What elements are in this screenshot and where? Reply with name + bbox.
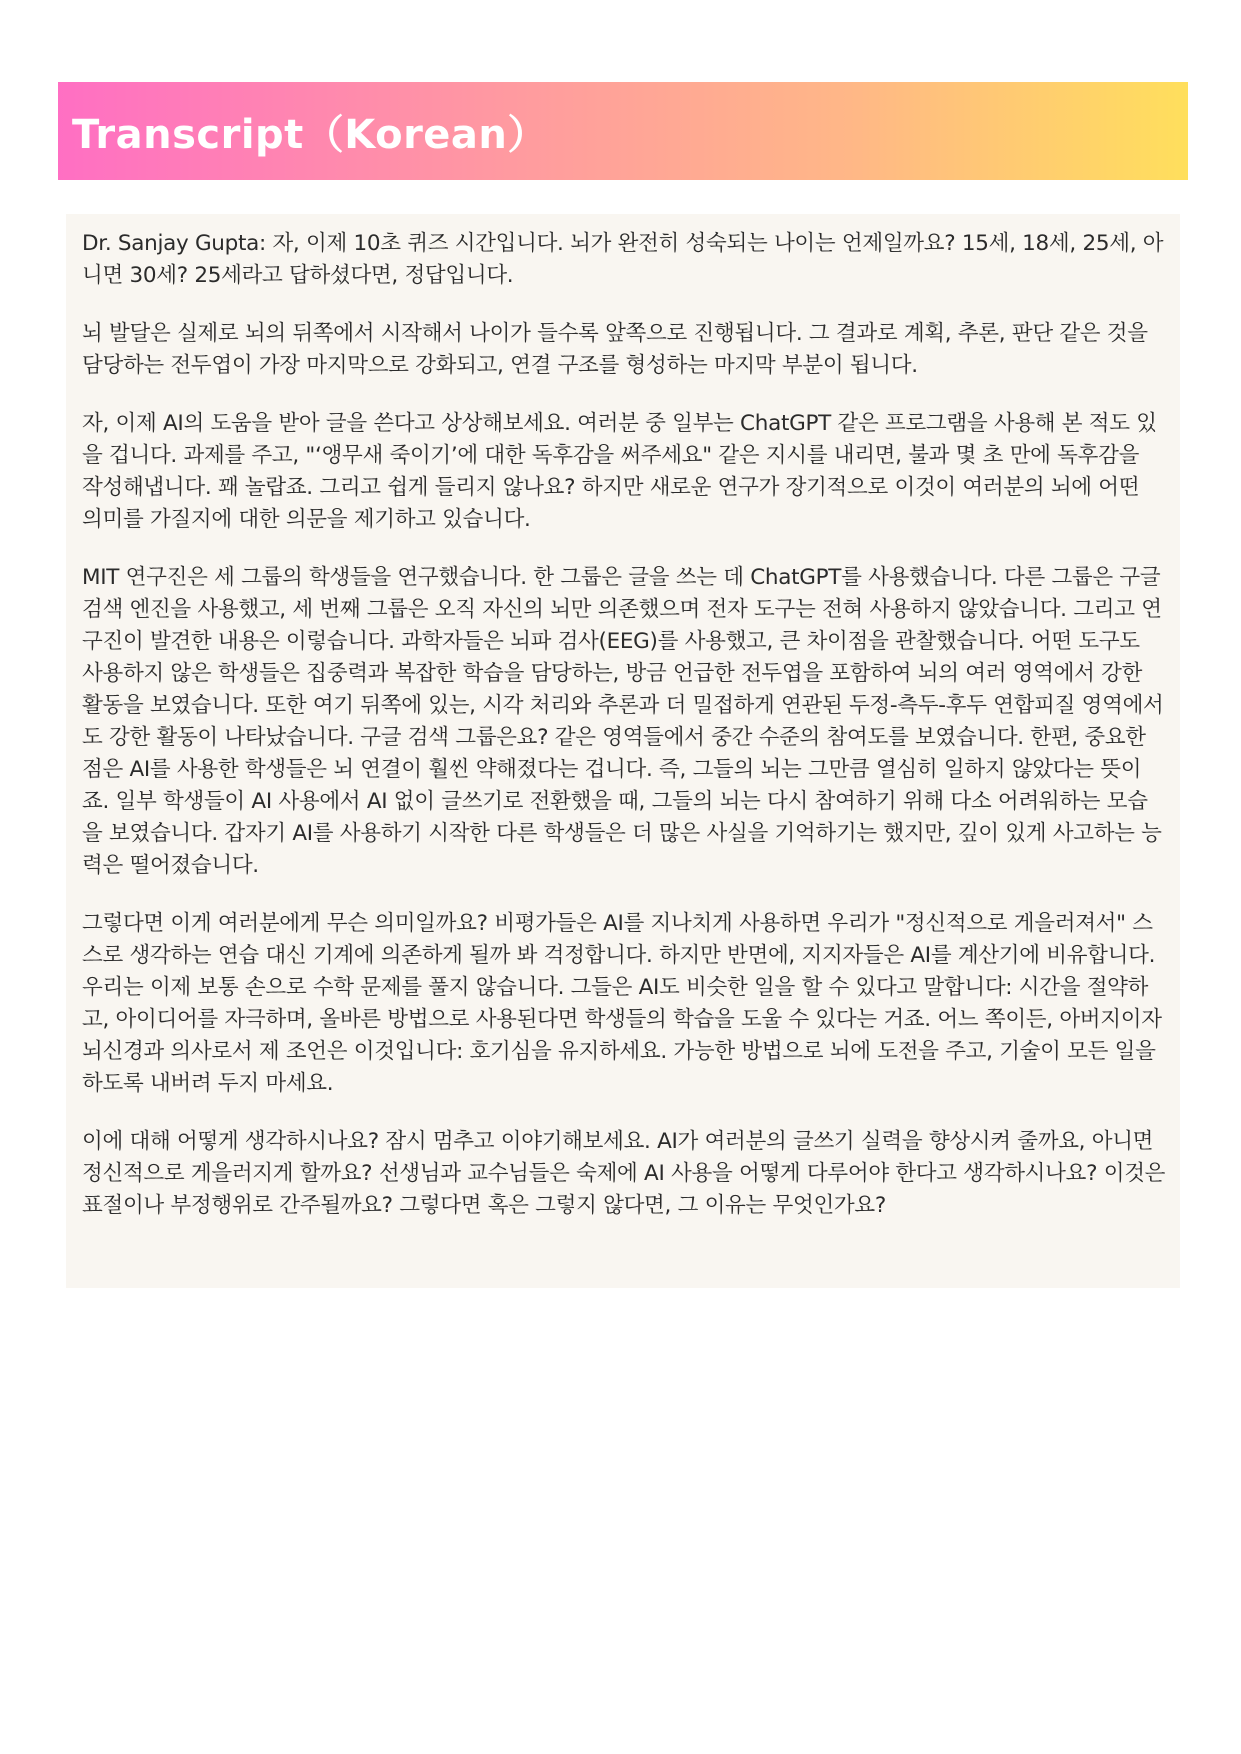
title-banner — [58, 82, 1188, 180]
transcript-paragraph-6: 이에 대해 어떻게 생각하시나요? 잠시 멈추고 이야기해보세요. AI가 여러분의 글쓰기 실력을 향상시켜 줄까요, 아니면 정신적으로 게을러지게 할까요? 선생님과 교수님들은 숙제에 AI 사용을 어떻게 다루어야 한다고 생각하시나요? 이것은 표절이나 부정행위로 간주될까요? 그렇다면 혹은 그렇지 않다면, 그 이유는 무엇인가요? — [82, 1129, 1166, 1218]
transcript-paragraph-3: 자, 이제 AI의 도움을 받아 글을 쓴다고 상상해보세요. 여러분 중 일부는 ChatGPT 같은 프로그램을 사용해 본 적도 있을 겁니다. 과제를 주고, "‘앵무새 죽이기’에 대한 독후감을 써주세요" 같은 지시를 내리면, 불과 몇 초 만에 독후감을 작성해냅니다. 꽤 놀랍죠. 그리고 쉽게 들리지 않나요? 하지만 새로운 연구가 장기적으로 이것이 여러분의 뇌에 어떤 의미를 가질지에 대한 의문을 제기하고 있습니다. — [82, 411, 1157, 532]
transcript-paragraph-4: MIT 연구진은 세 그룹의 학생들을 연구했습니다. 한 그룹은 글을 쓰는 데 ChatGPT를 사용했습니다. 다른 그룹은 구글 검색 엔진을 사용했고, 세 번째 그룹은 오직 자신의 뇌만 의존했으며 전자 도구는 전혀 사용하지 않았습니다. 그리고 연구진이 발견한 내용은 이렇습니다. 과학자들은 뇌파 검사(EEG)를 사용했고, 큰 차이점을 관찰했습니다. 어떤 도구도 사용하지 않은 학생들은 집중력과 복잡한 학습을 담당하는, 방금 언급한 전두엽을 포함하여 뇌의 여러 영역에서 강한 활동을 보였습니다. 또한 여기 뒤쪽에 있는, 시각 처리와 추론과 더 밀접하게 연관된 두정-측두-후두 연합피질 영역에서도 강한 활동이 나타났습니다. 구글 검색 그룹은요? 같은 영역들에서 중간 수준의 참여도를 보였습니다. 한편, 중요한 점은 AI를 사용한 학생들은 뇌 연결이 훨씬 약해졌다는 겁니다. 즉, 그들의 뇌는 그만큼 열심히 일하지 않았다는 뜻이죠. 일부 학생들이 AI 사용에서 AI 없이 글쓰기로 전환했을 때, 그들의 뇌는 다시 참여하기 위해 다소 어려워하는 모습을 보였습니다. 갑자기 AI를 사용하기 시작한 다른 학생들은 더 많은 사실을 기억하기는 했지만, 깊이 있게 사고하는 능력은 떨어졌습니다. — [82, 565, 1164, 878]
transcript-paragraph-2: 뇌 발달은 실제로 뇌의 뒤쪽에서 시작해서 나이가 들수록 앞쪽으로 진행됩니다. 그 결과로 계획, 추론, 판단 같은 것을 담당하는 전두엽이 가장 마지막으로 강화되고, 연결 구조를 형성하는 마지막 부분이 됩니다. — [82, 321, 1148, 378]
page-title: Transcript（Korean） — [72, 111, 548, 158]
transcript-paragraph-1: Dr. Sanjay Gupta: 자, 이제 10초 퀴즈 시간입니다. 뇌가 완전히 성숙되는 나이는 언제일까요? 15세, 18세, 25세, 아니면 30세? 25세라고 답하셨다면, 정답입니다. — [82, 231, 1164, 288]
transcript-paragraph-5: 그렇다면 이게 여러분에게 무슨 의미일까요? 비평가들은 AI를 지나치게 사용하면 우리가 "정신적으로 게을러져서" 스스로 생각하는 연습 대신 기계에 의존하게 될까 봐 걱정합니다. 하지만 반면에, 지지자들은 AI를 계산기에 비유합니다. 우리는 이제 보통 손으로 수학 문제를 풀지 않습니다. 그들은 AI도 비슷한 일을 할 수 있다고 말합니다: 시간을 절약하고, 아이디어를 자극하며, 올바른 방법으로 사용된다면 학생들의 학습을 도울 수 있다는 거죠. 어느 쪽이든, 아버지이자 뇌신경과 의사로서 제 조언은 이것입니다: 호기심을 유지하세요. 가능한 방법으로 뇌에 도전을 주고, 기술이 모든 일을 하도록 내버려 두지 마세요. — [82, 911, 1162, 1096]
transcript-box — [66, 214, 1180, 1288]
